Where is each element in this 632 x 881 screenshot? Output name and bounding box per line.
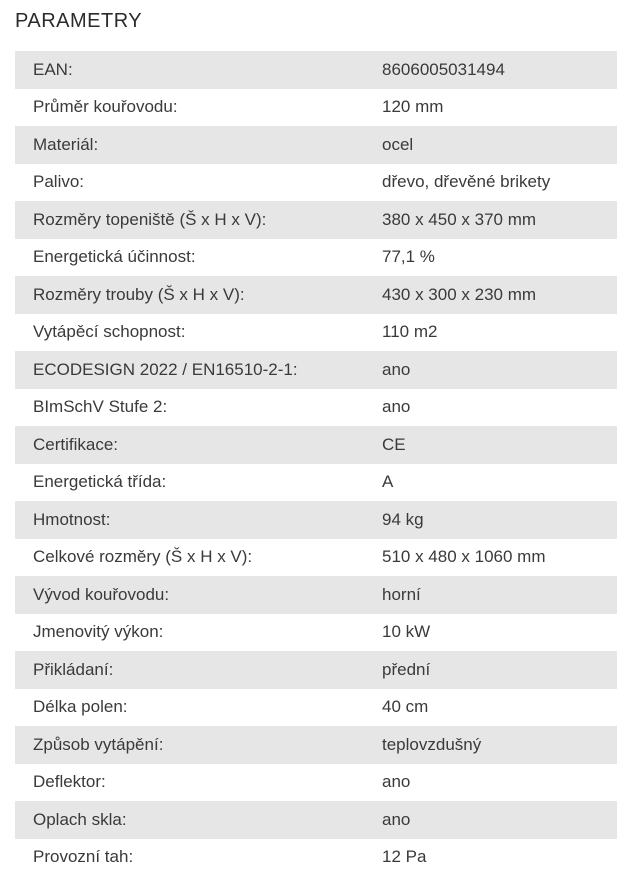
- table-row: [15, 614, 617, 652]
- parameter-label: ECODESIGN 2022 / EN16510-2-1:: [33, 359, 298, 379]
- table-row: [15, 576, 617, 614]
- table-row: [15, 839, 617, 877]
- table-row: [15, 276, 617, 314]
- parameter-label: Palivo:: [33, 172, 85, 192]
- parameter-value: 430 x 300 x 230 mm: [382, 284, 537, 304]
- parameter-label: Provozní tah:: [33, 847, 134, 867]
- parameter-label: Certifikace:: [33, 434, 119, 454]
- parameter-value: 380 x 450 x 370 mm: [382, 209, 537, 229]
- parameter-value: horní: [382, 584, 421, 604]
- parameter-value: 12 Pa: [382, 847, 427, 867]
- table-row: [15, 426, 617, 464]
- table-row: [15, 539, 617, 577]
- parameter-label: Průměr kouřovodu:: [33, 97, 178, 117]
- parameter-value: ano: [382, 772, 411, 792]
- parameter-value: ano: [382, 359, 411, 379]
- parameter-value: ano: [382, 397, 411, 417]
- parameter-value: ocel: [382, 134, 414, 154]
- table-row: [15, 464, 617, 502]
- parameter-value: 40 cm: [382, 697, 429, 717]
- section-title: PARAMETRY: [15, 10, 143, 32]
- table-row: [15, 651, 617, 689]
- parameter-value: 510 x 480 x 1060 mm: [382, 547, 546, 567]
- parameter-value: A: [382, 472, 394, 492]
- parameter-value: CE: [382, 434, 406, 454]
- table-row: [15, 689, 617, 727]
- parameter-label: Energetická účinnost:: [33, 247, 196, 267]
- table-row: [15, 164, 617, 202]
- table-row: [15, 389, 617, 427]
- table-row: [15, 764, 617, 802]
- parameter-label: Rozměry topeniště (Š x H x V):: [33, 209, 267, 229]
- parameter-value: 10 kW: [382, 622, 431, 642]
- table-row: [15, 239, 617, 277]
- parameter-value: 110 m2: [382, 322, 438, 342]
- parameter-label: BImSchV Stufe 2:: [33, 397, 168, 417]
- parameter-label: Oplach skla:: [33, 809, 127, 829]
- parameter-label: Materiál:: [33, 134, 99, 154]
- parameter-label: Přikládaní:: [33, 659, 114, 679]
- parameter-label: Vývod kouřovodu:: [33, 584, 170, 604]
- table-row: [15, 51, 617, 89]
- parameter-label: Hmotnost:: [33, 509, 111, 529]
- parameter-label: Způsob vytápění:: [33, 734, 164, 754]
- parameter-value: 120 mm: [382, 97, 444, 117]
- parameter-label: Celkové rozměry (Š x H x V):: [33, 547, 253, 567]
- table-row: [15, 801, 617, 839]
- table-row: [15, 351, 617, 389]
- parameter-label: Vytápěcí schopnost:: [33, 322, 186, 342]
- parameter-value: dřevo, dřevěné brikety: [382, 172, 551, 192]
- parameter-value: 94 kg: [382, 509, 424, 529]
- parameter-label: Energetická třída:: [33, 472, 167, 492]
- table-row: [15, 726, 617, 764]
- table-row: [15, 501, 617, 539]
- parameter-value: 8606005031494: [382, 59, 505, 79]
- table-row: [15, 201, 617, 239]
- parameter-label: Rozměry trouby (Š x H x V):: [33, 284, 245, 304]
- table-row: [15, 314, 617, 352]
- table-row: [15, 126, 617, 164]
- table-row: [15, 89, 617, 127]
- parameters-table: [15, 51, 617, 876]
- parameter-value: 77,1 %: [382, 247, 435, 267]
- parameter-label: Jmenovitý výkon:: [33, 622, 164, 642]
- parameter-value: přední: [382, 659, 431, 679]
- parameter-label: Deflektor:: [33, 772, 106, 792]
- parameter-value: teplovzdušný: [382, 734, 482, 754]
- parameter-label: Délka polen:: [33, 697, 128, 717]
- parameter-value: ano: [382, 809, 411, 829]
- parameter-label: EAN:: [33, 59, 73, 79]
